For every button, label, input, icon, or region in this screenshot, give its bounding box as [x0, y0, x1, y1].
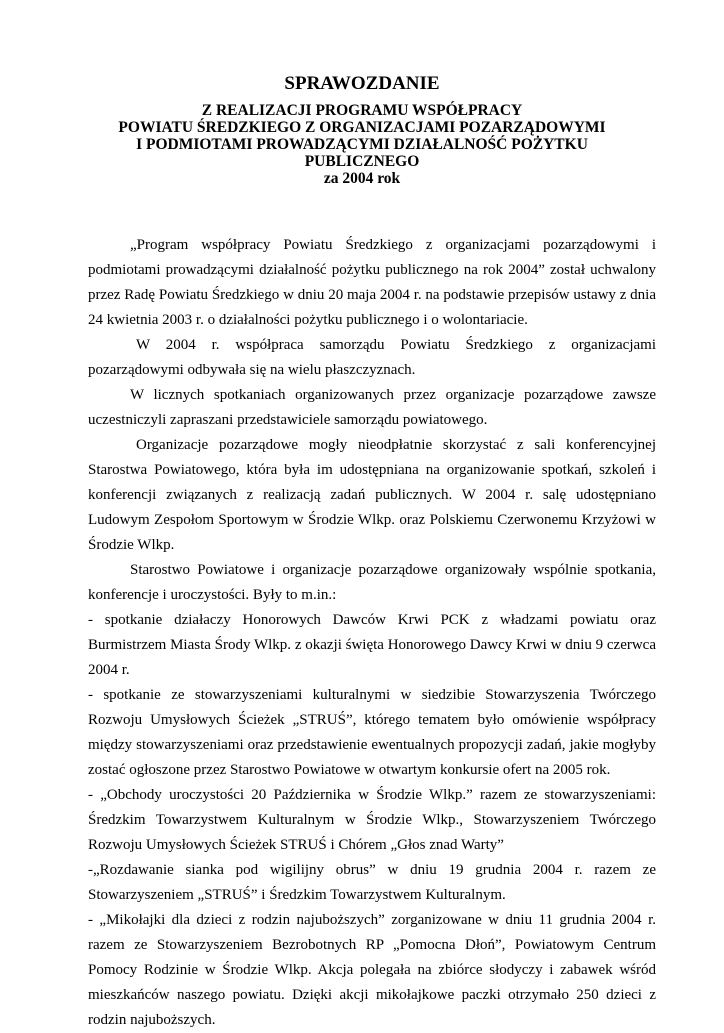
report-year: za 2004 rok [323, 170, 401, 187]
list-item: - spotkanie działaczy Honorowych Dawców Krwi PCK z władzami powiatu oraz Burmistrzem Miasta Środy Wlkp. z okazji święta Honorowego Dawcy Krwi w dniu 9 czerwca 2004 r. [88, 612, 656, 678]
list-item: -„Rozdawanie sianka pod wigilijny obrus” w dniu 19 grudnia 2004 r. razem ze Stowarzyszeniem „STRUŚ” i Średzkim Towarzystwem Kulturalnym. [88, 862, 656, 903]
list-item: - spotkanie ze stowarzyszeniami kulturalnymi w siedzibie Stowarzyszenia Twórczego Rozwoju Umysłowych Ścieżek „STRUŚ”, którego tematem było omówienie współpracy między stowarzyszeniami oraz przedstawienie ewentualnych propozycji zadań, jakie mogłyby zostać ogłoszone przez Starostwo Powiatowe w otwartym konkursie ofert na 2005 rok. [88, 687, 656, 778]
paragraph: W 2004 r. współpraca samorządu Powiatu Średzkiego z organizacjami pozarządowymi odbywała się na wielu płaszczyznach. [88, 337, 656, 378]
document-header [0, 72, 724, 187]
paragraph: Organizacje pozarządowe mogły nieodpłatnie skorzystać z sali konferencyjnej Starostwa Powiatowego, która była im udostępniana na organizowanie spotkań, szkoleń i konferencji związanych z realizacją zadań publicznych. W 2004 r. salę udostępniano Ludowym Zespołom Sportowym w Środzie Wlkp. oraz Polskiemu Czerwonemu Krzyżowi w Środzie Wlkp. [88, 437, 656, 553]
list-item: - „Obchody uroczystości 20 Października w Środzie Wlkp.” razem ze stowarzyszeniami: Średzkim Towarzystwem Kulturalnym w Środzie Wlkp., Stowarzyszeniem Twórczego Rozwoju Umysłowych Ścieżek STRUŚ i Chórem „Głos znad Warty” [88, 787, 656, 853]
paragraph: W licznych spotkaniach organizowanych przez organizacje pozarządowe zawsze uczestniczyli zapraszani przedstawiciele samorządu powiatowego. [88, 387, 656, 428]
document-body [88, 233, 656, 1033]
paragraph: Starostwo Powiatowe i organizacje pozarządowe organizowały wspólnie spotkania, konferencje i uroczystości. Były to m.in.: [88, 562, 656, 603]
subtitle-line-1: Z REALIZACJI PROGRAMU WSPÓŁPRACY [201, 102, 523, 119]
subtitle-line-3: I PODMIOTAMI PROWADZĄCYMI DZIAŁALNOŚĆ POŻYTKU [136, 136, 588, 153]
document-title: SPRAWOZDANIE [284, 73, 440, 94]
list-item: - „Mikołajki dla dzieci z rodzin najuboższych” zorganizowane w dniu 11 grudnia 2004 r. razem ze Stowarzyszeniem Bezrobotnych RP „Pomocna Dłoń”, Powiatowym Centrum Pomocy Rodzinie w Środzie Wlkp. Akcja polegała na zbiórce słodyczy i zabawek wśród mieszkańców naszego powiatu. Dzięki akcji mikołajkowe paczki otrzymało 250 dzieci z rodzin najuboższych. [88, 912, 656, 1028]
paragraph: „Program współpracy Powiatu Średzkiego z organizacjami pozarządowymi i podmiotami prowadzącymi działalność pożytku publicznego na rok 2004” został uchwalony przez Radę Powiatu Średzkiego w dniu 20 maja 2004 r. na podstawie przepisów ustawy z dnia 24 kwietnia 2003 r. o działalności pożytku publicznego i o wolontariacie. [88, 237, 656, 328]
subtitle-line-2: POWIATU ŚREDZKIEGO Z ORGANIZACJAMI POZARZĄDOWYMI [118, 119, 606, 136]
subtitle-line-4: PUBLICZNEGO [304, 153, 420, 170]
